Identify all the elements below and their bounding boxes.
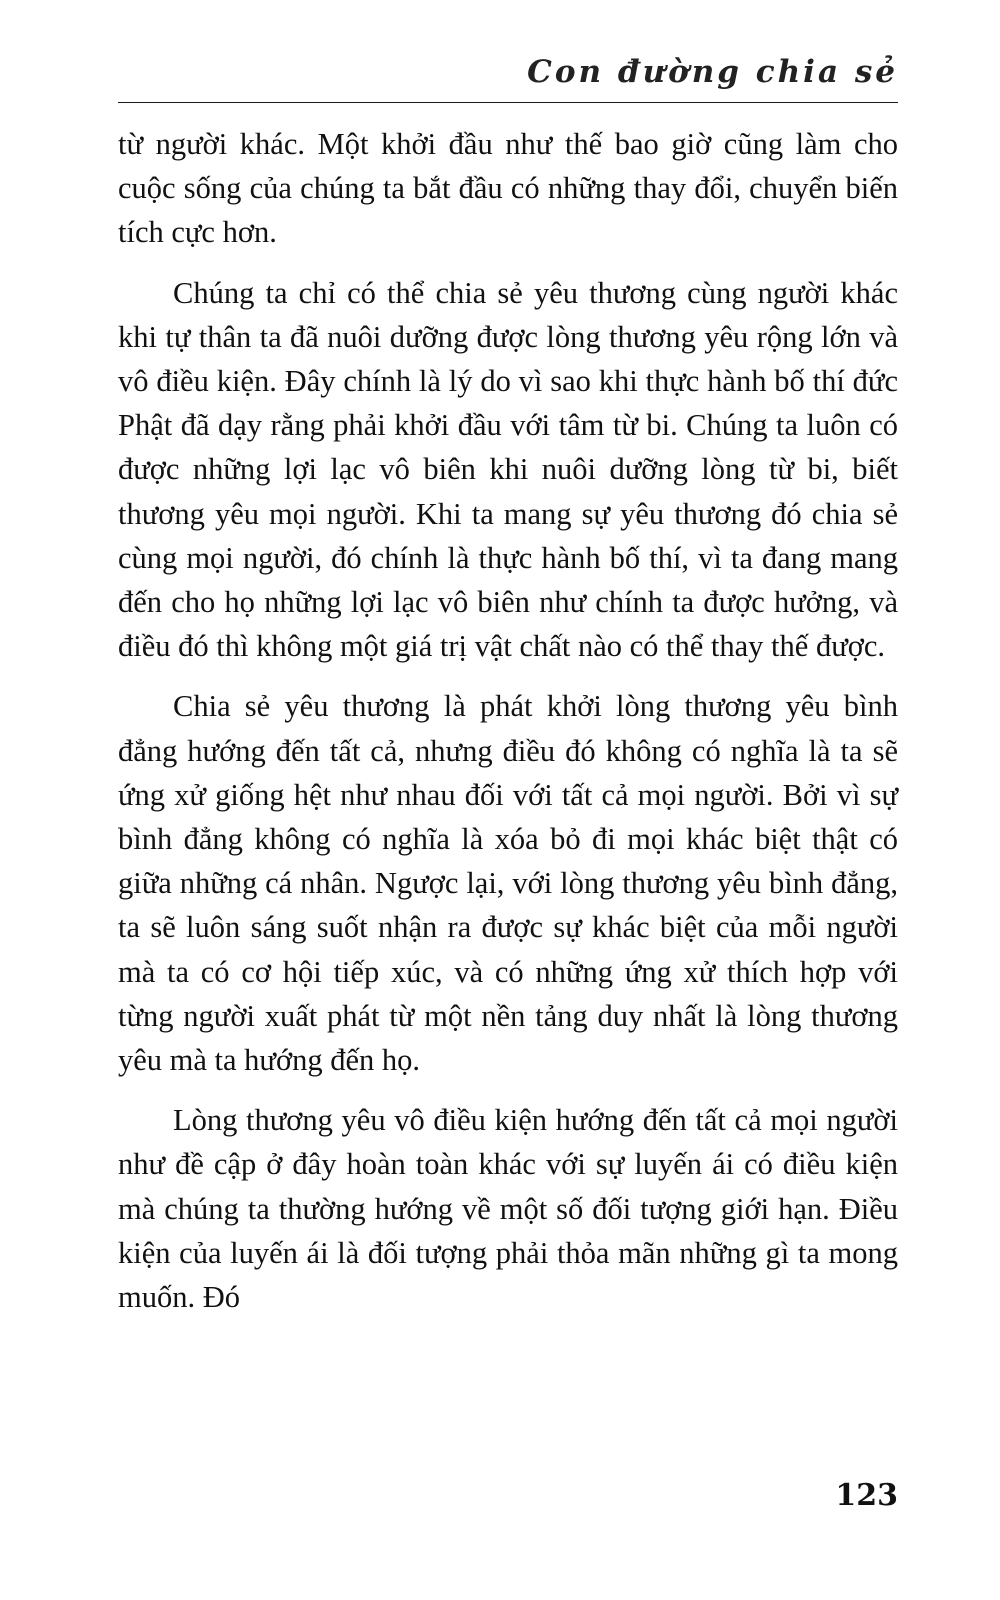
paragraph: Chúng ta chỉ có thể chia sẻ yêu thương cùng người khác khi tự thân ta đã nuôi dưỡng được lòng thương yêu rộng lớn và vô điều kiện. Đây chính là lý do vì sao khi thực hành bố thí đức Phật đã dạy rằng phải khởi đầu với tâm từ bi. Chúng ta luôn có được những lợi lạc vô biên khi nuôi dưỡng lòng từ bi, biết thương yêu mọi người. Khi ta mang sự yêu thương đó chia sẻ cùng mọi người, đó chính là thực hành bố thí, vì ta đang mang đến cho họ những lợi lạc vô biên như chính ta được hưởng, và điều đó thì không một giá trị vật chất nào có thể thay thế được.: [118, 275, 898, 664]
paragraph-continued: từ người khác. Một khởi đầu như thế bao giờ cũng làm cho cuộc sống của chúng ta bắt đầu có những thay đổi, chuyển biến tích cực hơn.: [118, 127, 898, 250]
paragraph: Chia sẻ yêu thương là phát khởi lòng thương yêu bình đẳng hướng đến tất cả, nhưng điều đó không có nghĩa là ta sẽ ứng xử giống hệt như nhau đối với tất cả mọi người. Bởi vì sự bình đẳng không có nghĩa là xóa bỏ đi mọi khác biệt thật có giữa những cá nhân. Ngược lại, với lòng thương yêu bình đẳng, ta sẽ luôn sáng suốt nhận ra được sự khác biệt của mỗi người mà ta có cơ hội tiếp xúc, và có những ứng xử thích hợp với từng người xuất phát từ một nền tảng duy nhất là lòng thương yêu mà ta hướng đến họ.: [118, 689, 898, 1078]
body-text: [118, 122, 898, 1335]
running-header: [118, 52, 898, 103]
header-title: Con đường chia sẻ: [527, 54, 898, 90]
paragraph: Lòng thương yêu vô điều kiện hướng đến tất cả mọi người như đề cập ở đây hoàn toàn khác với sự luyến ái có điều kiện mà chúng ta thường hướng về một số đối tượng giới hạn. Điều kiện của luyến ái là đối tượng phải thỏa mãn những gì ta mong muốn. Đó: [118, 1103, 898, 1315]
page-number: 123: [835, 1478, 898, 1513]
